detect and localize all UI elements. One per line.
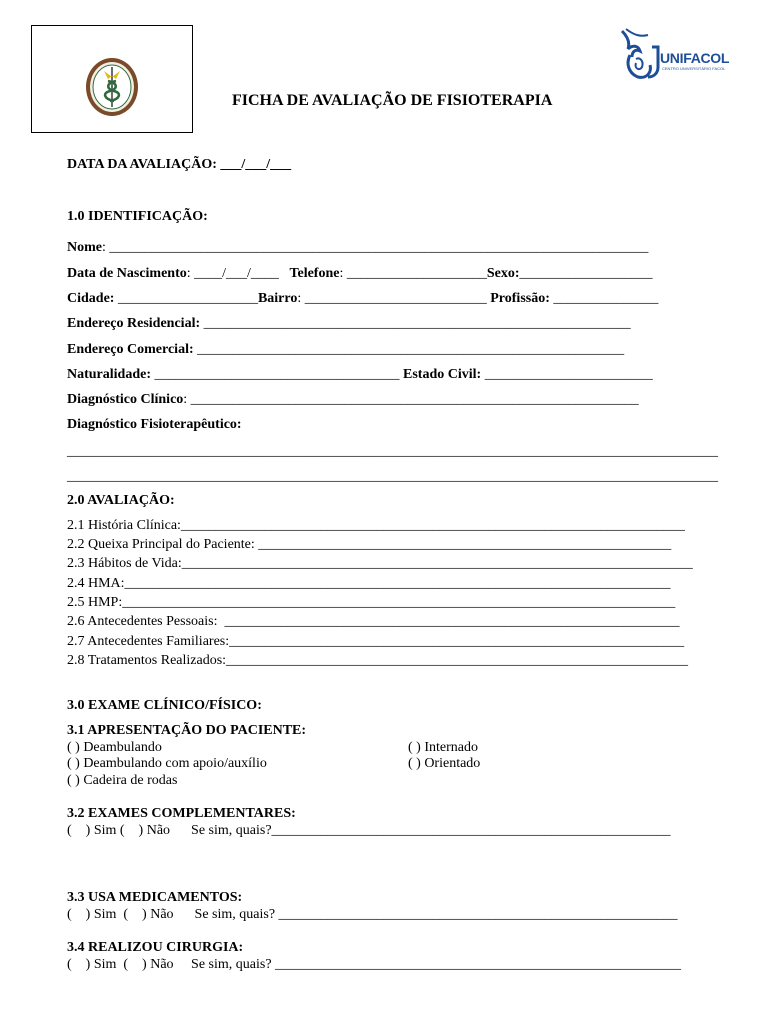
option-cadeira-rodas[interactable]: ( ) Cadeira de rodas <box>67 773 178 788</box>
brand-subtitle: CENTRO UNIVERSITÁRIO FACOL <box>662 66 726 71</box>
profissao-blank[interactable]: _______________ <box>549 291 659 306</box>
logo-box <box>31 25 193 133</box>
diagnostico-clinico-field[interactable] <box>67 392 639 408</box>
apresentacao-heading: 3.1 APRESENTAÇÃO DO PACIENTE: <box>67 723 307 738</box>
bairro-label: Bairro <box>257 291 298 306</box>
nascimento-row <box>67 266 653 282</box>
sexo-blank[interactable]: ___________________ <box>519 266 653 281</box>
unifacol-logo <box>618 27 730 86</box>
endereco-residencial-label: Endereço Residencial: <box>67 316 201 331</box>
endereco-comercial-label: Endereço Comercial: <box>67 342 194 357</box>
exames-line[interactable]: ( ) Sim ( ) Não Se sim, quais?_________________________________________________________ <box>67 823 671 838</box>
hma-field[interactable]: 2.4 HMA:______________________________________________________________________________ <box>67 576 671 591</box>
option-deambulando[interactable]: ( ) Deambulando <box>67 740 162 755</box>
phoenix-logo-icon <box>618 27 662 81</box>
cirurgia-line[interactable]: ( ) Sim ( ) Não Se sim, quais? __________________________________________________________ <box>67 957 682 972</box>
habitos-vida-field[interactable]: 2.3 Hábitos de Vida:_________________________________________________________________________ <box>67 556 693 571</box>
bairro-blank[interactable]: : __________________________ <box>297 291 491 306</box>
nome-blank[interactable]: : _____________________________________________________________________________ <box>102 240 649 255</box>
endereco-comercial-blank[interactable]: _____________________________________________________________ <box>193 342 625 357</box>
option-internado[interactable]: ( ) Internado <box>408 740 478 755</box>
cidade-blank[interactable]: ____________________ <box>114 291 258 306</box>
diagnostico-clinico-blank[interactable]: : ________________________________________________________________ <box>183 392 639 407</box>
queixa-principal-field[interactable]: 2.2 Queixa Principal do Paciente: ___________________________________________________________ <box>67 537 672 552</box>
section-identification-heading: 1.0 IDENTIFICAÇÃO: <box>67 209 208 224</box>
section-avaliacao-heading: 2.0 AVALIAÇÃO: <box>67 493 175 508</box>
telefone-blank[interactable]: : ____________________ <box>339 266 487 281</box>
nome-label: Nome <box>67 240 102 255</box>
sexo-label: Sexo: <box>486 266 520 281</box>
hmp-field[interactable]: 2.5 HMP:_______________________________________________________________________________ <box>67 595 676 610</box>
cirurgia-heading: 3.4 REALIZOU CIRURGIA: <box>67 940 244 955</box>
naturalidade-blank[interactable]: ___________________________________ <box>151 367 403 382</box>
telefone-label: Telefone <box>289 266 340 281</box>
diagnostico-clinico-label: Diagnóstico Clínico <box>67 392 184 407</box>
diagnostico-fisioterapeutico-label: Diagnóstico Fisioterapêutico: <box>67 417 242 432</box>
naturalidade-row <box>67 367 653 383</box>
estado-civil-blank[interactable]: ________________________ <box>481 367 653 382</box>
cidade-label: Cidade: <box>67 291 115 306</box>
medicamentos-line[interactable]: ( ) Sim ( ) Não Se sim, quais? _________________________________________________________ <box>67 907 678 922</box>
antecedentes-pessoais-field[interactable]: 2.6 Antecedentes Pessoais: _________________________________________________________________ <box>67 614 680 629</box>
endereco-residencial-blank[interactable]: _____________________________________________________________ <box>200 316 631 331</box>
caduceus-emblem-icon <box>84 55 140 119</box>
endereco-comercial-field[interactable] <box>67 342 624 358</box>
diagnostico-fisioterapeutico-blank-1[interactable]: _____________________________________________________________________________________________ <box>67 444 718 459</box>
evaluation-date-field[interactable] <box>67 157 291 173</box>
naturalidade-label: Naturalidade: <box>67 367 151 382</box>
option-deambulando-apoio[interactable]: ( ) Deambulando com apoio/auxílio <box>67 756 267 771</box>
antecedentes-familiares-field[interactable]: 2.7 Antecedentes Familiares:_________________________________________________________________ <box>67 634 685 649</box>
nome-field[interactable] <box>67 240 648 256</box>
option-orientado[interactable]: ( ) Orientado <box>408 756 481 771</box>
nascimento-label: Data de Nascimento <box>67 266 187 281</box>
evaluation-date-label: DATA DA AVALIAÇÃO: <box>67 157 217 172</box>
diagnostico-fisioterapeutico-blank-2[interactable]: _____________________________________________________________________________________________ <box>67 469 718 484</box>
historia-clinica-field[interactable]: 2.1 História Clínica:________________________________________________________________________ <box>67 518 685 533</box>
tratamentos-realizados-field[interactable]: 2.8 Tratamentos Realizados:__________________________________________________________________ <box>67 653 689 668</box>
form-title: FICHA DE AVALIAÇÃO DE FISIOTERAPIA <box>232 92 553 109</box>
evaluation-date-blank[interactable]: ___/___/___ <box>216 157 292 172</box>
cidade-row <box>67 291 658 307</box>
nascimento-blank[interactable]: : ____/___/____ <box>186 266 290 281</box>
exames-heading: 3.2 EXAMES COMPLEMENTARES: <box>67 806 296 821</box>
estado-civil-label: Estado Civil: <box>403 367 482 382</box>
medicamentos-heading: 3.3 USA MEDICAMENTOS: <box>67 890 243 905</box>
brand-name: UNIFACOL <box>660 50 730 66</box>
endereco-residencial-field[interactable] <box>67 316 631 332</box>
section-exame-heading: 3.0 EXAME CLÍNICO/FÍSICO: <box>67 698 262 713</box>
profissao-label: Profissão: <box>490 291 550 306</box>
